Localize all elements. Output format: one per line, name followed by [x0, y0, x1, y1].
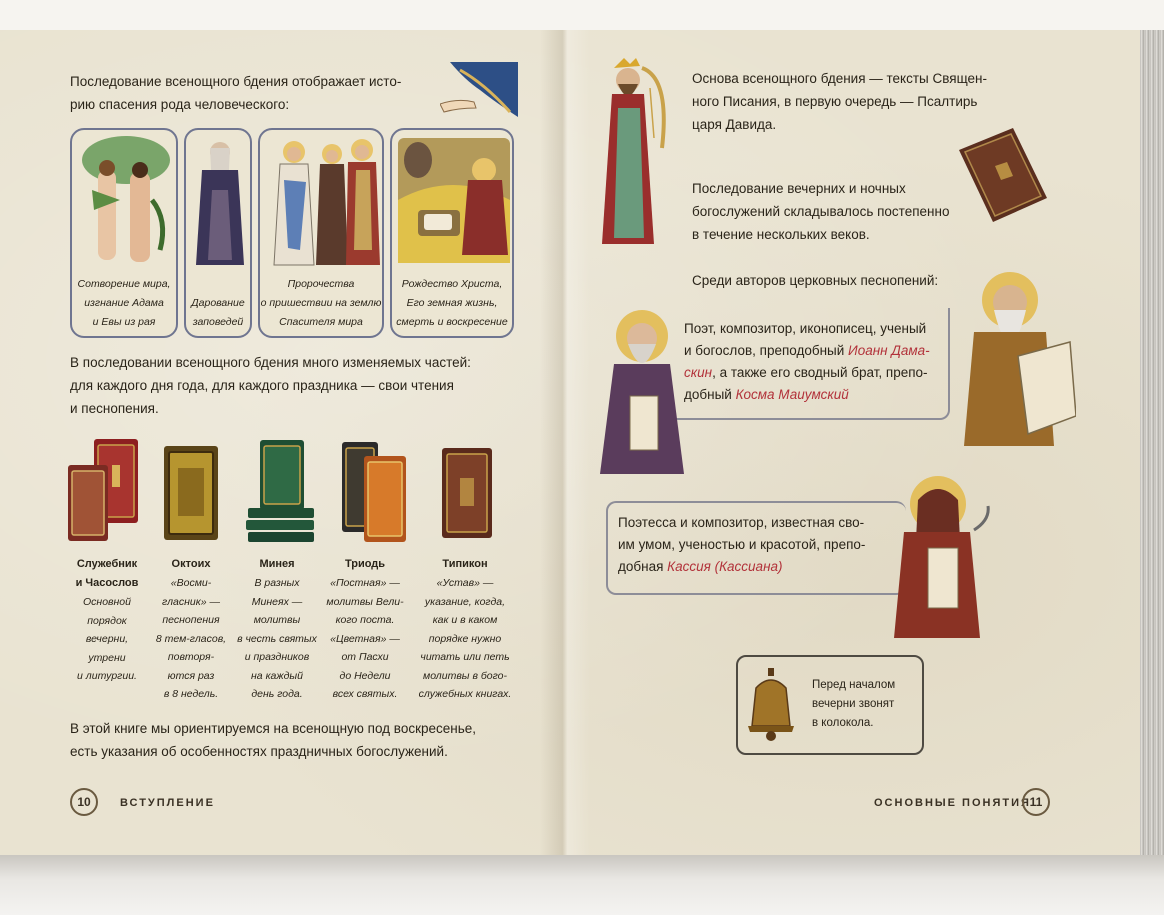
variable-parts-text: В последовании всенощного бдения много изменяемых частей: для каждого дня года, для каждого праздника — свои чтения и песнопения.	[70, 355, 471, 416]
top-margin	[0, 0, 1164, 30]
orientation-text: В этой книге мы ориентируемся на всенощную под воскресенье, есть указания об особенностях праздничных богослужений.	[70, 721, 477, 759]
story-panel-prophecies	[258, 128, 384, 338]
king-david-illustration	[584, 58, 676, 248]
intro-text: Последование всенощного бдения отображает исто- рию спасения рода человеческого:	[70, 74, 402, 112]
story-panel-commandments	[184, 128, 252, 338]
oktoih-book-illustration	[160, 442, 222, 542]
footer-left-section: ВСТУПЛЕНИЕ	[120, 797, 215, 809]
adam-eve-illustration	[72, 130, 178, 270]
book-sluzhebnik	[62, 555, 152, 686]
book-title: Служебник и Часослов	[75, 558, 139, 589]
kosma-maiumsky-icon-illustration	[958, 266, 1076, 448]
book-description: «Восми- гласник» — песнопения 8 тем-гласов, повторя- ются раз в 8 недель.	[155, 577, 227, 700]
bottom-shadow	[0, 855, 1164, 915]
name-kosma-maiumsky: Косма Маиумский	[735, 387, 849, 402]
book-title: Октоих	[171, 558, 211, 570]
prophets-illustration	[260, 130, 384, 270]
book-title: Триодь	[344, 558, 386, 570]
book-description: «Постная» — молитвы Вели- кого поста. «Цветная» — от Пасхи до Недели всех святых.	[326, 577, 404, 700]
footer-right-section: ОСНОВНЫЕ ПОНЯТИЯ	[874, 797, 1031, 809]
story-panel-creation	[70, 128, 178, 338]
moses-illustration	[186, 130, 252, 270]
page-number-right: 11	[1022, 788, 1050, 816]
book-triod	[320, 555, 410, 704]
mineya-books-illustration	[244, 436, 318, 544]
book-mineya	[232, 555, 322, 704]
page-edges	[1140, 30, 1164, 855]
sluzhebnik-books-illustration	[66, 435, 146, 545]
book-gutter	[540, 30, 590, 855]
story-panel-nativity	[390, 128, 514, 338]
name-kassia: Кассия (Кассиана)	[667, 559, 783, 574]
book-description: Основной порядок вечерни, утрени и литургии.	[77, 596, 137, 682]
tipikon-book-illustration	[438, 444, 496, 542]
creation-hand-illustration	[440, 62, 518, 120]
book-title: Типикон	[442, 558, 488, 570]
page-number-left: 10	[70, 788, 98, 816]
book-title: Минея	[259, 558, 295, 570]
bell-note-text: Перед началом вечерни звонят в колокола.	[812, 679, 896, 729]
kassia-icon-illustration	[890, 470, 994, 640]
book-description: В разных Минеях — молитвы в честь святых и праздников на каждый день года.	[237, 577, 317, 700]
book-oktoih	[146, 555, 236, 704]
panel-caption-commandments: Дарование заповедей	[191, 297, 245, 328]
triod-books-illustration	[338, 438, 410, 544]
evening-services-text: Последование вечерних и ночных богослужений складывалось постепенно в течение нескольких веков.	[692, 181, 950, 242]
panel-caption-creation: Сотворение мира, изгнание Адама и Евы из рая	[77, 278, 171, 328]
john-damascene-icon-illustration	[596, 306, 688, 476]
damascene-text: Поэт, композитор, иконописец, ученый и богослов, преподобный Иоанн Дама- скин, а также его сводный брат, препо- добный Косма Маиумский	[684, 321, 930, 402]
book-description: «Устав» — указание, когда, как и в каком порядке нужно читать или петь молитвы в бого- служебных книгах.	[418, 577, 512, 700]
panel-caption-prophecies: Пророчества о пришествии на землю Спасителя мира	[260, 278, 382, 328]
panel-caption-nativity: Рождество Христа, Его земная жизнь, смерть и воскресение	[396, 278, 508, 328]
book-tipikon	[410, 555, 520, 704]
nativity-illustration	[392, 130, 514, 270]
kassia-text: Поэтесса и композитор, известная сво- им умом, ученостью и красотой, препо- добная Кассия (Кассиана)	[618, 515, 866, 574]
name-john-damascene: Иоанн Дама-	[848, 343, 930, 358]
scripture-text: Основа всенощного бдения — тексты Священ- ного Писания, в первую очередь — Псалтирь царя Давида.	[692, 71, 987, 132]
bell-icon	[742, 664, 800, 746]
authors-heading: Среди авторов церковных песнопений:	[692, 273, 939, 288]
psalter-book-illustration	[955, 126, 1050, 224]
